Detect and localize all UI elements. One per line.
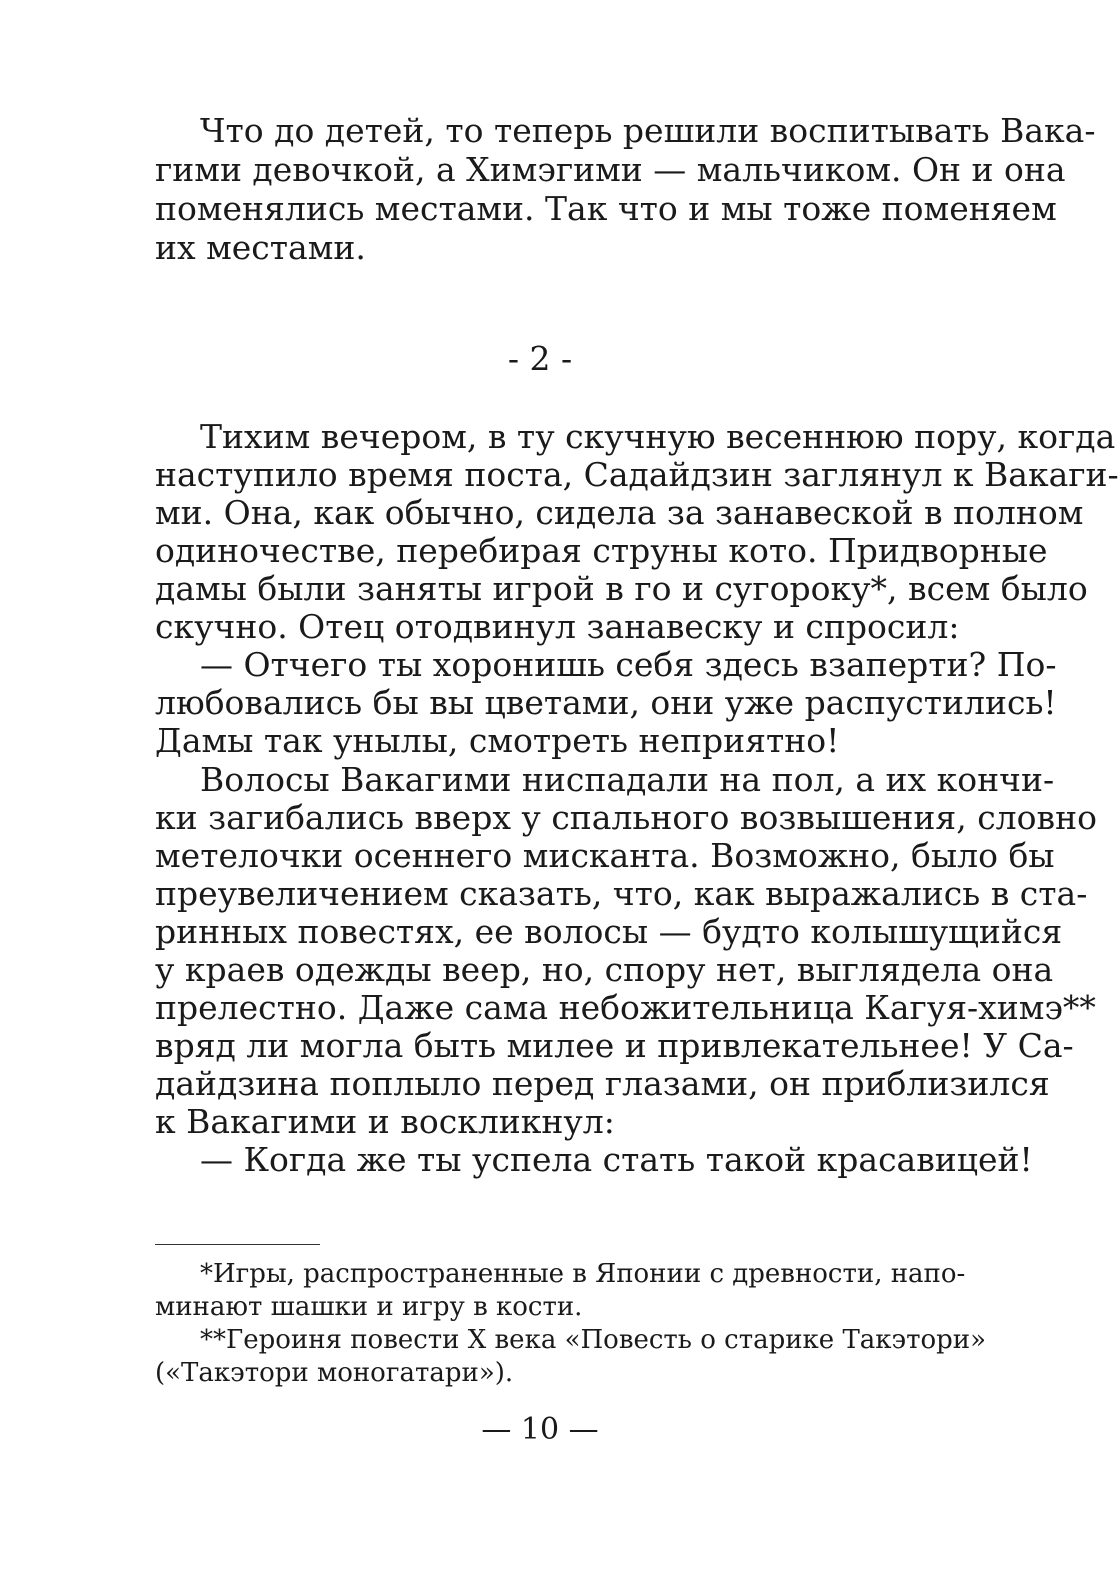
text-line: прелестно. Даже сама небожительница Кагуя-химэ** — [155, 988, 1096, 1027]
text-line: у краев одежды веер, но, спору нет, выглядела она — [155, 950, 1054, 989]
dialogue-line: — Когда же ты успела стать такой красавицей! — [200, 1140, 1033, 1179]
page-number: — 10 — — [481, 1412, 599, 1447]
text-line: дамы были заняты игрой в го и сугороку*, всем было — [155, 569, 1088, 608]
footnote-line: минают шашки и игру в кости. — [155, 1292, 583, 1322]
text-line: ми. Она, как обычно, сидела за занавеской в полном — [155, 493, 1084, 532]
dialogue-line: — Отчего ты хоронишь себя здесь взаперти? По- — [200, 645, 1057, 684]
text-line: одиночестве, перебирая струны кото. Придворные — [155, 531, 1048, 570]
text-line: их местами. — [155, 228, 366, 267]
footnote-line: *Игры, распространенные в Японии с древности, напо- — [200, 1259, 966, 1289]
text-line: Что до детей, то теперь решили воспитывать Вака- — [200, 111, 1096, 150]
text-line: дайдзина поплыло перед глазами, он приблизился — [155, 1064, 1050, 1103]
text-line: Волосы Вакагими ниспадали на пол, а их кончи- — [200, 760, 1055, 799]
text-line: вряд ли могла быть милее и привлекательнее! У Са- — [155, 1026, 1074, 1065]
text-line: преувеличением сказать, что, как выражались в ста- — [155, 874, 1088, 913]
text-line: гими девочкой, а Химэгими — мальчиком. Он и она — [155, 150, 1066, 189]
text-line: ринных повестях, ее волосы — будто колышущийся — [155, 912, 1063, 951]
text-line: наступило время поста, Садайдзин заглянул к Вакаги- — [155, 455, 1119, 494]
footnote-line: **Героиня повести X века «Повесть о старике Такэтори» — [200, 1325, 987, 1355]
text-line: поменялись местами. Так что и мы тоже поменяем — [155, 189, 1057, 228]
dialogue-line: Дамы так унылы, смотреть неприятно! — [155, 721, 840, 760]
section-heading: - 2 - — [507, 339, 573, 378]
text-line: ки загибались вверх у спального возвышения, словно — [155, 798, 1097, 837]
text-line: к Вакагими и воскликнул: — [155, 1102, 615, 1141]
footnote-divider — [155, 1244, 320, 1245]
footnote-line: («Такэтори моногатари»). — [155, 1358, 514, 1388]
text-line: Тихим вечером, в ту скучную весеннюю пору, когда — [200, 417, 1116, 456]
dialogue-line: любовались бы вы цветами, они уже распустились! — [155, 683, 1057, 722]
text-line: скучно. Отец отодвинул занавеску и спросил: — [155, 607, 960, 646]
text-line: метелочки осеннего мисканта. Возможно, было бы — [155, 836, 1055, 875]
